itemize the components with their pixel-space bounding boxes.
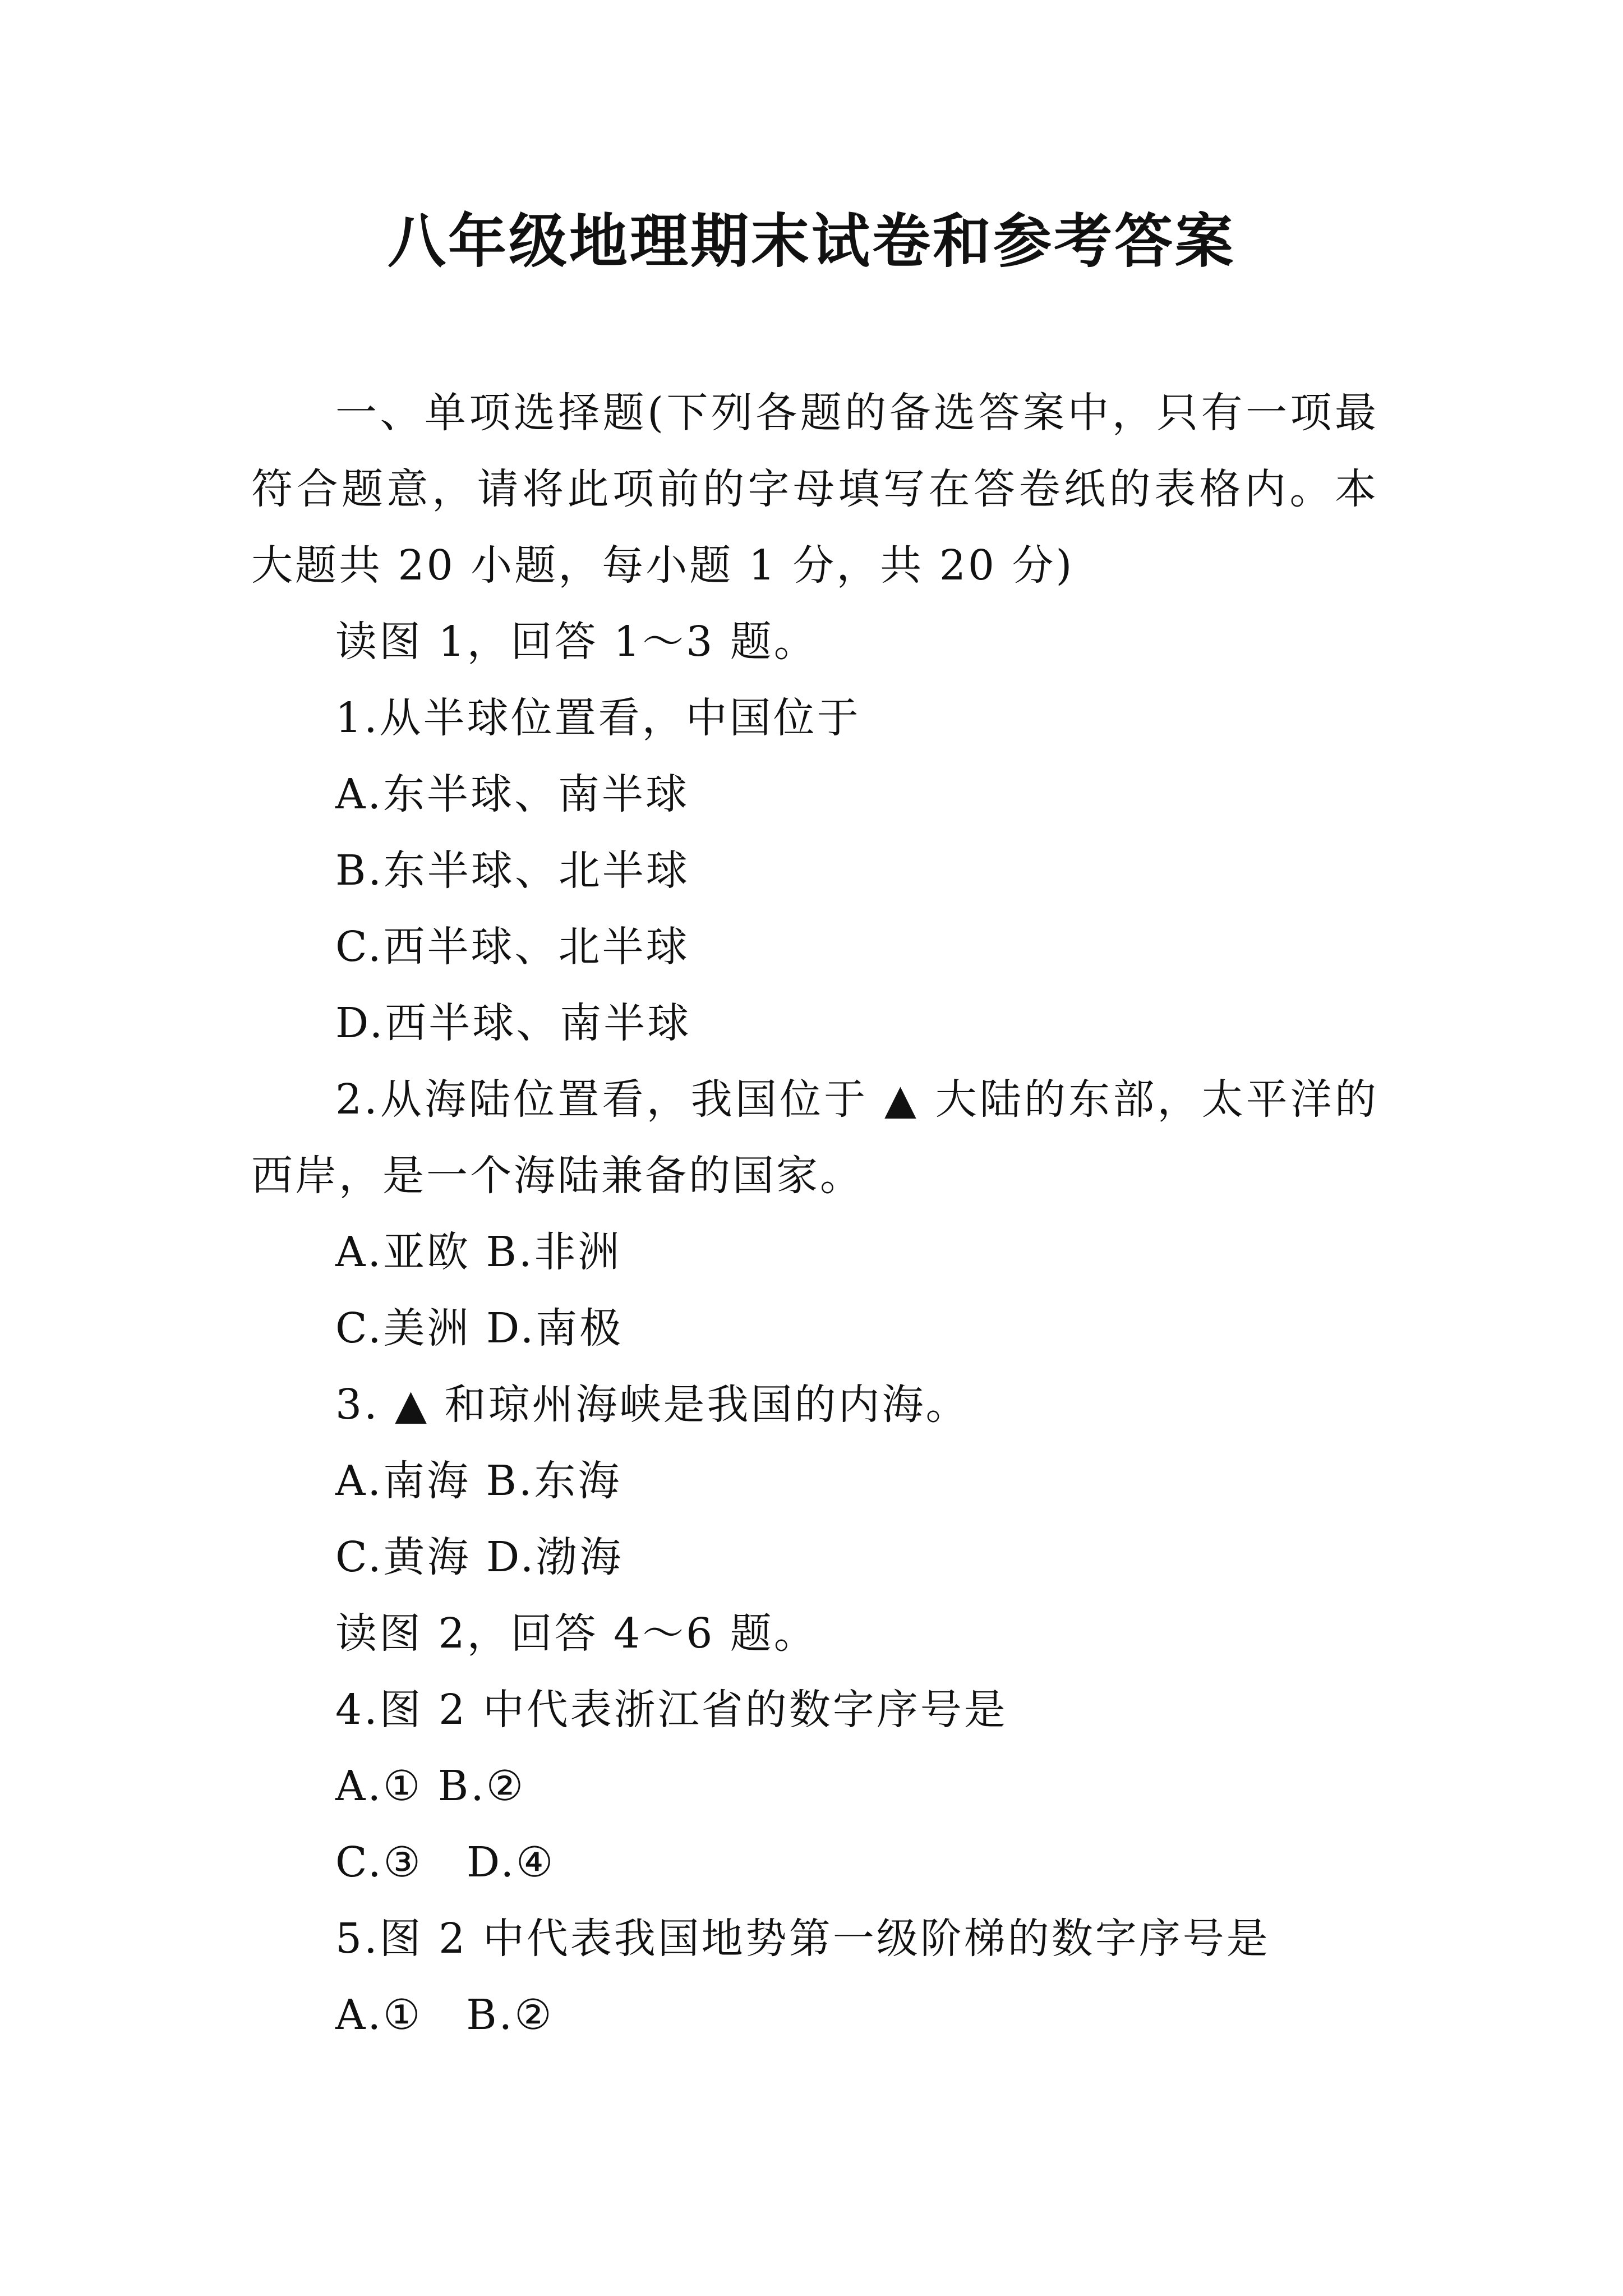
question-1-option-c: C.西半球、北半球	[335, 923, 690, 971]
question-3-options-cd: C.黄海 D.渤海	[335, 1533, 624, 1581]
read-map-instruction: 读图 2，回答 4～6 题。	[335, 1609, 818, 1658]
section-heading: 一、单项选择题(下列各题的备选答案中，只有一项最符合题意，请将此项前的字母填写在答卷纸的表格内。本大题共 20 小题，每小题 1 分，共 20 分)	[251, 389, 1378, 590]
document-title: 八年级地理期末试卷和参考答案	[387, 206, 1235, 275]
question-5-stem: 5.图 2 中代表我国地势第一级阶梯的数字序号是	[335, 1915, 1270, 1963]
question-5-options-ab: A.① B.②	[335, 1991, 554, 2039]
question-4-options-cd: C.③ D.④	[335, 1838, 556, 1887]
question-3-stem: 3. ▲ 和琼州海峡是我国的内海。	[335, 1381, 970, 1429]
question-2-options-ab: A.亚欧 B.非洲	[335, 1228, 622, 1276]
question-2-stem: 2.从海陆位置看，我国位于 ▲ 大陆的东部，太平洋的西岸，是一个海陆兼备的国家。	[251, 1075, 1378, 1200]
question-4-stem: 4.图 2 中代表浙江省的数字序号是	[335, 1686, 1008, 1734]
question-1-stem: 1.从半球位置看，中国位于	[335, 694, 861, 742]
document-body	[251, 375, 1378, 2053]
question-1-option-d: D.西半球、南半球	[335, 999, 691, 1047]
question-2-options-cd: C.美洲 D.南极	[335, 1304, 624, 1352]
question-1-option-b: B.东半球、北半球	[335, 846, 690, 895]
question-4-options-ab: A.① B.②	[335, 1762, 526, 1810]
question-3-options-ab: A.南海 B.东海	[335, 1457, 622, 1505]
read-map-instruction: 读图 1，回答 1～3 题。	[335, 618, 818, 666]
question-1-option-a: A.东半球、南半球	[335, 770, 689, 818]
